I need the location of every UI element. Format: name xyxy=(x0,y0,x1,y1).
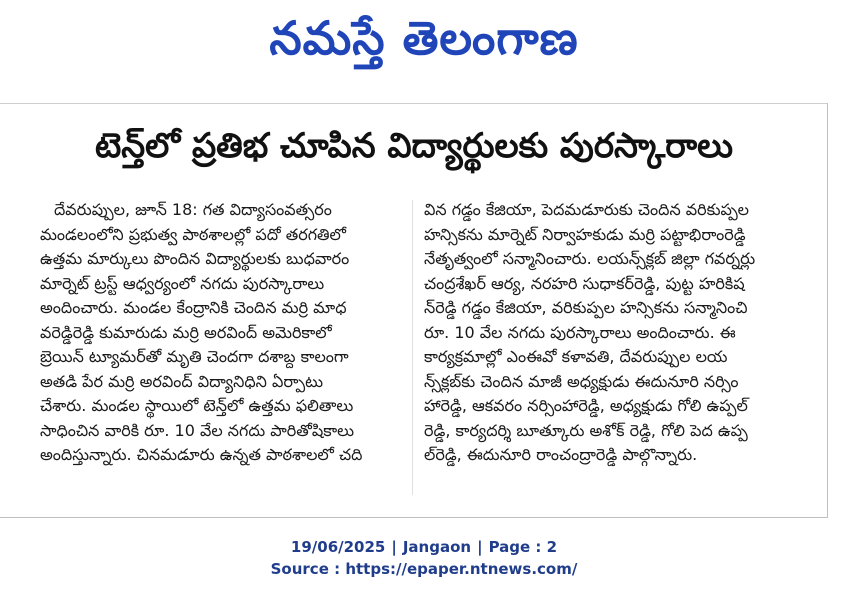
article-text-line: నేతృత్వంలో సన్మానించారు. లయన్స్‌క్లబ్ జిల్లా గవర్నర్లు xyxy=(424,249,756,268)
page-footer xyxy=(0,536,848,580)
article-text-line: ఉత్తమ మార్కులు పొందిన విద్యార్థులకు బుధవారం xyxy=(40,249,350,268)
footer-separator: | xyxy=(391,538,397,556)
article-text-line: రెడ్డి, కార్యదర్శి బూత్కూరు అశోక్ రెడ్డి, గోలి పెద ఉప్ప xyxy=(424,420,748,440)
article-text-line: చేశారు. మండల స్థాయిలో టెన్త్‌లో ఉత్తమ ఫలితాలు xyxy=(40,396,354,415)
article-text-line: అందించారు. మండల కేంద్రానికి చెందిన మర్రి మాధ xyxy=(40,298,347,317)
article-text-line: మండలంలోని ప్రభుత్వ పాఠశాలల్లో పదో తరగతిలో xyxy=(40,224,347,244)
article-text-line: ల్‌రెడ్డి, ఈదునూరి రాంచంద్రారెడ్డి పాల్గొన్నారు. xyxy=(424,445,698,464)
article-text-line: వరెడ్డిరెడ్డి కుమారుడు మర్రి అరవింద్ అమెరికాలో xyxy=(40,322,332,342)
article-text-line: మార్నెట్ ట్రస్ట్ ఆధ్వర్యంలో నగదు పురస్కారాలు xyxy=(40,273,325,293)
article-column-right xyxy=(424,198,804,468)
footer-edition: Jangaon xyxy=(402,538,472,556)
article-text-line: కార్యక్రమాల్లో ఎంఈవో కళావతి, దేవరుప్పుల లయ xyxy=(424,347,728,366)
masthead xyxy=(0,0,848,82)
newspaper-logo: నమస్తే తెలంగాణ xyxy=(269,11,579,65)
article-text-line: రూ. 10 వేల నగదు పురస్కారాలు అందించారు. ఈ xyxy=(424,322,736,342)
article-headline: టెన్త్‌లో ప్రతిభ చూపిన విద్యార్థులకు పురస్కారాలు xyxy=(95,126,733,166)
article-text-line: హన్సికను మార్నెట్ నిర్వాహకుడు మర్రి పట్టాభిరాంరెడ్డి xyxy=(424,224,746,244)
article-text-line: అతడి పేర మర్రి అరవింద్ విద్యానిధిని ఏర్పాటు xyxy=(40,371,324,391)
article-text-line: న్‌రెడ్డి గడ్డం కేజియా, వరికుప్పల హన్సికను సన్మానించి xyxy=(424,298,748,317)
article-column-left xyxy=(40,198,420,468)
article-text-line: సాధించిన వారికి రూ. 10 వేల నగదు పారితోషికాలు xyxy=(40,420,355,440)
footer-date: 19/06/2025 xyxy=(290,538,386,556)
footer-edition-line xyxy=(0,536,848,558)
article-text-line: దేవరుప్పుల, జూన్ 18: గత విద్యాసంవత్సరం xyxy=(54,200,332,219)
footer-page: Page : 2 xyxy=(488,538,558,556)
article-text-line: విన గడ్డం కేజియా, పెదమడూరుకు చెందిన వరికుప్పల xyxy=(424,200,750,219)
article-text-line: చంద్రశేఖర్ ఆర్య, నరహరి సుధాకర్‌రెడ్డి, పుట్ట హరికిష xyxy=(424,273,745,293)
article-text-line: హారెడ్డి, ఆకవరం నర్సింహారెడ్డి, అధ్యక్షుడు గోలి ఉప్పల్ xyxy=(424,396,748,415)
footer-separator: | xyxy=(477,538,483,556)
footer-source[interactable]: Source : https://epaper.ntnews.com/ xyxy=(270,560,578,578)
article-text-line: అందిస్తున్నారు. చినమడూరు ఉన్నత పాఠశాలలో చది xyxy=(40,445,363,464)
article-text-line: న్స్‌క్లబ్‌కు చెందిన మాజీ అధ్యక్షుడు ఈదునూరి నర్సిం xyxy=(424,371,739,391)
column-divider xyxy=(412,200,413,495)
article-text-line: బ్రెయిన్ ట్యూమర్‌తో మృతి చెందగా దశాబ్ద కాలంగా xyxy=(40,347,349,366)
